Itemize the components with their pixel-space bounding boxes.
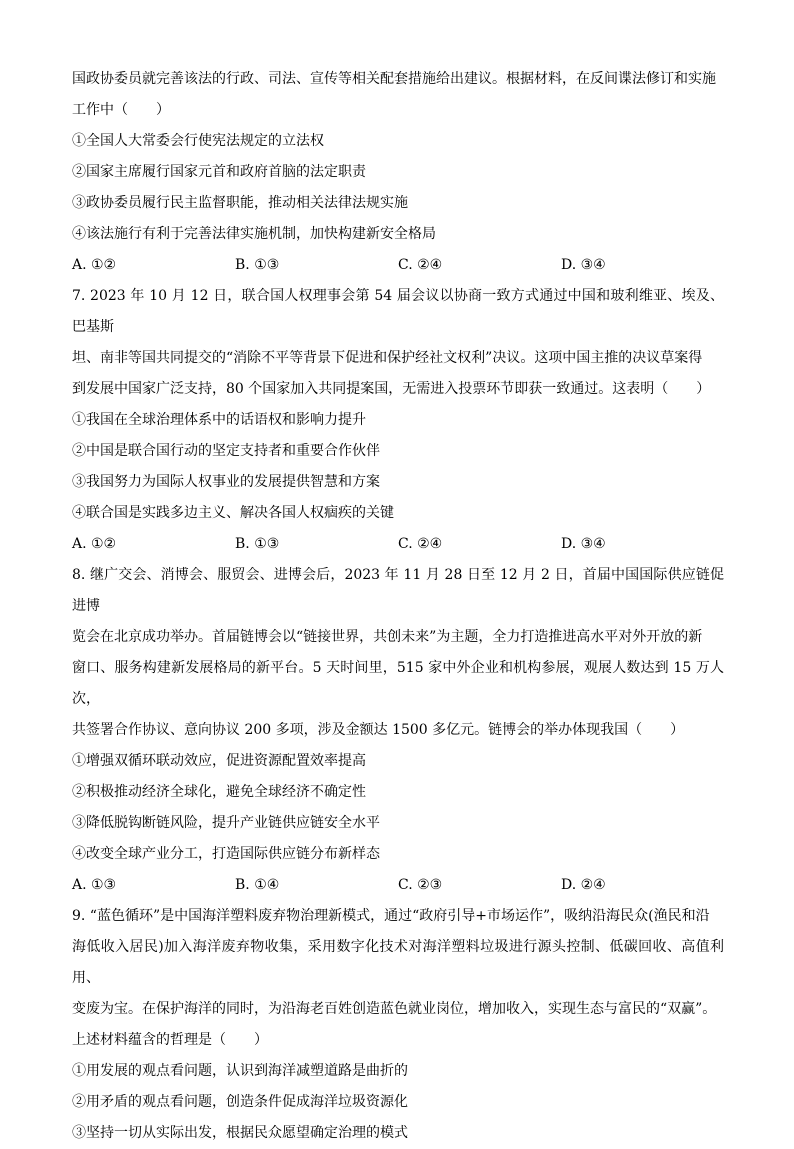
question-6-choice-c[interactable]: C. ②④ <box>398 257 443 273</box>
question-9-stem-line-3: 变废为宝。在保护海洋的同时，为沿海老百姓创造蓝色就业岗位，增加收入，实现生态与富民的“双赢”。 <box>72 1001 717 1017</box>
question-8-item-2: ②积极推动经济全球化，避免全球经济不确定性 <box>72 784 366 800</box>
question-6-item-3: ③政协委员履行民主监督职能，推动相关法律法规实施 <box>72 195 408 211</box>
question-7-choice-a[interactable]: A. ①② <box>72 536 117 552</box>
question-7-stem-line-3: 到发展中国家广泛支持，80 个国家加入共同提案国，无需进入投票环节即获一致通过。这表明（ ） <box>72 381 711 397</box>
question-6-item-2: ②国家主席履行国家元首和政府首脑的法定职责 <box>72 164 366 180</box>
question-7-item-1: ①我国在全球治理体系中的话语权和影响力提升 <box>72 412 366 428</box>
question-8-stem-line-3: 窗口、服务构建新发展格局的新平台。5 天时间里，515 家中外企业和机构参展，观展人数达到 15 万人次， <box>72 660 724 707</box>
question-7-item-4: ④联合国是实践多边主义、解决各国人权痼疾的关键 <box>72 505 394 521</box>
question-7-choice-d[interactable]: D. ③④ <box>561 536 606 552</box>
question-8-choices <box>72 870 724 901</box>
question-8-stem-line-1: 8. 继广交会、消博会、服贸会、进博会后，2023 年 11 月 28 日至 12 月 2 日，首届中国国际供应链促进博 <box>72 567 724 614</box>
question-9-item-3: ③坚持一切从实际出发，根据民众愿望确定治理的模式 <box>72 1125 408 1141</box>
question-7-item-2: ②中国是联合国行动的坚定支持者和重要合作伙伴 <box>72 443 380 459</box>
question-7 <box>72 281 724 560</box>
question-6-choices <box>72 250 724 281</box>
question-6-stem-line-1: 国政协委员就完善该法的行政、司法、宣传等相关配套措施给出建议。根据材料，在反间谍法修订和实施 <box>72 71 716 87</box>
question-9-stem-line-1: 9. “蓝色循环”是中国海洋塑料废弃物治理新模式，通过“政府引导+市场运作”，吸纳沿海民众(渔民和沿 <box>72 908 710 924</box>
question-7-choices <box>72 529 724 560</box>
document-content <box>72 64 724 1149</box>
question-8-choice-b[interactable]: B. ①④ <box>235 877 280 893</box>
question-9-stem-line-2: 海低收入居民)加入海洋废弃物收集，采用数字化技术对海洋塑料垃圾进行源头控制、低碳回收、高值利用、 <box>72 939 724 986</box>
question-7-choice-b[interactable]: B. ①③ <box>235 536 280 552</box>
question-6-choice-a[interactable]: A. ①② <box>72 257 117 273</box>
question-8-item-1: ①增强双循环联动效应，促进资源配置效率提高 <box>72 753 366 769</box>
question-7-stem-line-2: 坦、南非等国共同提交的“消除不平等背景下促进和保护经社文权利”决议。这项中国主推的决议草案得 <box>72 350 703 366</box>
question-7-choice-c[interactable]: C. ②④ <box>398 536 443 552</box>
question-8-stem-line-2: 览会在北京成功举办。首届链博会以“链接世界，共创未来”为主题，全力打造推进高水平对外开放的新 <box>72 629 703 645</box>
question-9-stem-line-4: 上述材料蕴含的哲理是（ ） <box>72 1032 268 1048</box>
question-9 <box>72 901 724 1149</box>
question-6-choice-b[interactable]: B. ①③ <box>235 257 280 273</box>
question-9-item-2: ②用矛盾的观点看问题，创造条件促成海洋垃圾资源化 <box>72 1094 408 1110</box>
question-8-item-3: ③降低脱钩断链风险，提升产业链供应链安全水平 <box>72 815 380 831</box>
question-6-item-1: ①全国人大常委会行使宪法规定的立法权 <box>72 133 324 149</box>
question-8-choice-a[interactable]: A. ①③ <box>72 877 117 893</box>
question-6-item-4: ④该法施行有利于完善法律实施机制，加快构建新安全格局 <box>72 226 436 242</box>
question-8-item-4: ④改变全球产业分工，打造国际供应链分布新样态 <box>72 846 380 862</box>
question-8-stem-line-4: 共签署合作协议、意向协议 200 多项，涉及金额达 1500 多亿元。链博会的举办体现我国（ ） <box>72 722 685 738</box>
question-7-stem-line-1: 7. 2023 年 10 月 12 日，联合国人权理事会第 54 届会议以协商一致方式通过中国和玻利维亚、埃及、巴基斯 <box>72 288 724 335</box>
question-9-item-1: ①用发展的观点看问题，认识到海洋减塑道路是曲折的 <box>72 1063 408 1079</box>
question-6 <box>72 64 724 281</box>
question-8-choice-d[interactable]: D. ②④ <box>561 877 606 893</box>
question-8 <box>72 560 724 901</box>
question-6-stem-line-2: 工作中（ ） <box>72 102 170 118</box>
question-6-choice-d[interactable]: D. ③④ <box>561 257 606 273</box>
question-7-item-3: ③我国努力为国际人权事业的发展提供智慧和方案 <box>72 474 380 490</box>
question-8-choice-c[interactable]: C. ②③ <box>398 877 443 893</box>
